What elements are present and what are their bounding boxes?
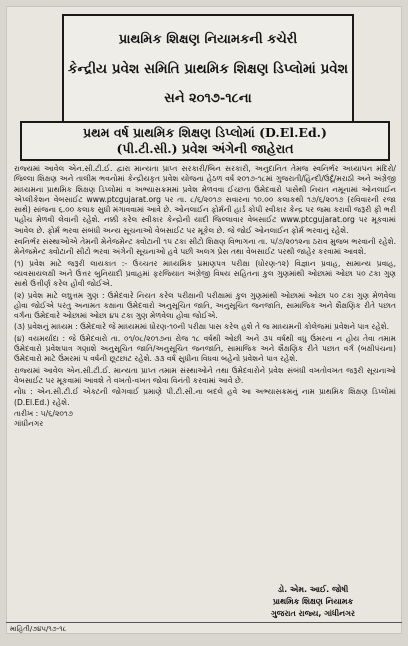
footer-ref: માહિતી/૭૪૫/૧૭-૧૮ (6, 622, 402, 634)
notice-body (14, 164, 396, 584)
management-quota-paragraph: સ્વનિર્ભર સંસ્થાઓએ તેમની મેનેજમેન્ટ ક્વોટાની ૧૫ ટકા સીટો શિક્ષણ વિભાગના તા. ૫/૭/૨૦૧૨ના ઠરાવ મુજબ ભરવાની રહેશે. મેનેજમેન્ટ ક્વોટાની સીટો ભરવા અંગેની સૂચનાઓ હવે પછી અલગ પ્રેસ તથા વેબસાઈટ પરથી જાહેર કરવામાં આવશે. (14, 237, 396, 257)
course-title: પ્રથમ વર્ષ પ્રાથમિક શિક્ષણ ડિપ્લોમાં (D.El.Ed.) (83, 125, 327, 140)
medium-point: (૩) પ્રવેશનું માધ્યમ : ઉમેદવારે જે માધ્યમમાં ધોરણ-૧૦ની પરીક્ષા પાસ કરેલ હશે તે જ માધ્યમની કોલેજમાં પ્રવેશને પાત્ર રહેશે. (14, 322, 390, 332)
closing-paragraph: રાજ્યમાં આવેલ એન.સી.ટી.ઈ. માન્યતા પ્રાપ્ત તમામ સંસ્થાઓને તથા ઉમેદવારોને પ્રવેશ સંબંધી વખતોવખત જરૂરી સૂચનાઓ વેબસાઈટ પર મૂકવામાં આવશે તે વખતો-વખત જોવા વિનંતી કરવામાં આવે છે. (14, 365, 396, 385)
committee-title: કેન્દ્રીય પ્રવેશ સમિતિ પ્રાથમિક શિક્ષણ ડિપ્લોમાં પ્રવેશ (67, 60, 349, 77)
signatory-title: પ્રાથમિક શિક્ષણ નિયામક (272, 597, 354, 606)
announcement-title: (પી.ટી.સી.) પ્રવેશ અંગેની જાહેરાત (116, 141, 294, 156)
eligibility-point: (૧) પ્રવેશ માટે જરૂરી લાયકાત :- ઉચ્ચતર માધ્યમિક પ્રમાણપત્ર પરીક્ષા (ધોરણ-૧૨) વિજ્ઞાન પ્રવાહ, સામાન્ય પ્રવાહ, વ્યવસાયલક્ષી અને ઉત્તર બુનિયાદી પ્રવાહમાં ફરજિયાત અંગ્રેજી વિષય સહિતના કુલ ગુણમાંથી ઓછામાં ઓછા ૫૦ ટકા ગુણ સાથે ઉત્તીર્ણ કરેલ હોવી જોઈએ. (14, 258, 396, 289)
header-box (62, 14, 354, 124)
session-title: સને ૨૦૧૭-૧૮ના (164, 90, 252, 106)
age-limit-point: (૪) વયમર્યાદા : જે ઉમેદવારો તા. ૦૧/૦૮/૨૦૧૭ના રોજ ૧૮ વર્ષથી ઓછી અને ૩૫ વર્ષથી વધુ ઉંમરના ન હોય તેવા તમામ ઉમેદવારો પ્રવેશપાત્ર ગણાશે અનુસૂચિત જાતિ/અનુસૂચિત જનજાતિ, સામાજિક અને શૈક્ષણિક રીતે પછાત વર્ગ (બક્ષીપંચના) ઉમેદવારો માટે ઉંમરમાં ૫ વર્ષની છૂટછાટ રહેશે. ૩૩ વર્ષ સુધીના વિધવા બહેનો પ્રવેશને પાત્ર રહેશે. (14, 333, 396, 364)
notice-page (6, 6, 402, 634)
note-paragraph: નોંધ : એન.સી.ટી.ઈ એક્ટની જોગવાઈ પ્રમાણે પી.ટી.સી.ના બદલે હવે આ અભ્યાસક્રમનું નામ પ્રાથમિક શિક્ષણ ડિપ્લોમાં (D.El.Ed.) રહેશે. (14, 387, 396, 407)
intro-paragraph: રાજ્યમાં આવેલ એન.સી.ટી.ઈ. દ્વારા માન્યતા પ્રાપ્ત સરકારી/બિન સરકારી, અનુદાનિત તેમજ સ્વનિર્ભર અધ્યાપન મંદિરો/જિલ્લા શિક્ષણ અને તાલીમ ભવનોમાં કેન્દ્રીયકૃત પ્રવેશ યોજના હેઠળ વર્ષ ૨૦૧૭-૧૮માં ગુજરાતી/હિન્દી/ઉર્દૂ/મરાઠી અને અંગ્રેજી માધ્યમના પ્રાથમિક શિક્ષણ ડિપ્લોમાં વ અભ્યાસક્રમમાં પ્રવેશ મેળવવા ઈચ્છતા ઉમેદવારો પાસેથી નિયત નમૂનામાં ઓનલાઈન એપ્લીકેશન વેબસાઈટ www.ptcgujarat.org પર તા. ૮/૬/૨૦૧૭ સવારના ૧૦.૦૦ કલાકથી ૧૭/૬/૨૦૧૭ (રવિવારની રજા સાથે) સાંજના ૬.૦૦ કલાક સુધી મંગાવવામાં આવે છે. ઓનલાઈન ફોર્મની હાર્ડ કોપી સ્વીકાર કેન્દ્ર પર જમા કરાવી જરૂરી ફી ભરી પહોંચ મેળવી લેવાની રહેશે. નક્કી કરેલ સ્વીકાર કેન્દ્રોની યાદી જિલ્લાવાર વેબસાઈટ www.ptcgujarat.org પર મૂકવામાં આવેલ છે. ફોર્મ ભરવા સંબંધી અન્ય સૂચનાઓ વેબસાઈટ પર મૂકેલ છે. જે જોઈ ઓનલાઈન ફોર્મ ભરવાનું રહેશે. (14, 164, 396, 235)
issue-date: તારીખ : ૫/૬/૨૦૧૭ (14, 408, 74, 418)
minimum-marks-point: (૨) પ્રવેશ માટે લઘુત્તમ ગુણ : ઉમેદવારે નિયત કરેલ પરીક્ષાની પરીક્ષામાં કુલ ગુણમાંથી ઓછામાં ઓછા ૫૦ ટકા ગુણ મેળવેલા હોવા જોઈએ પરંતુ અનામત કક્ષાના ઉમેદવારો અનુસૂચિત જાતિ, અનુસૂચિત જનજાતિ, સામાજિક અને શૈક્ષણિક રીતે પછાત વર્ગના ઉમેદવારે ઓછામાં ઓછા ૪૫ ટકા ગુણ મેળવેલા હોવા જોઈએ. (14, 290, 396, 321)
signatory-name: ડો. એમ. આઈ. જોષી (277, 585, 349, 594)
subheader-box (20, 121, 390, 161)
issue-place: ગાંધીનગર (14, 419, 44, 429)
office-title: પ્રાથમિક શિક્ષણ નિયામકની કચેરી (118, 32, 298, 48)
signatory-place: ગુજરાત રાજ્ય, ગાંધીનગર (270, 609, 356, 618)
signature-block (238, 584, 388, 620)
